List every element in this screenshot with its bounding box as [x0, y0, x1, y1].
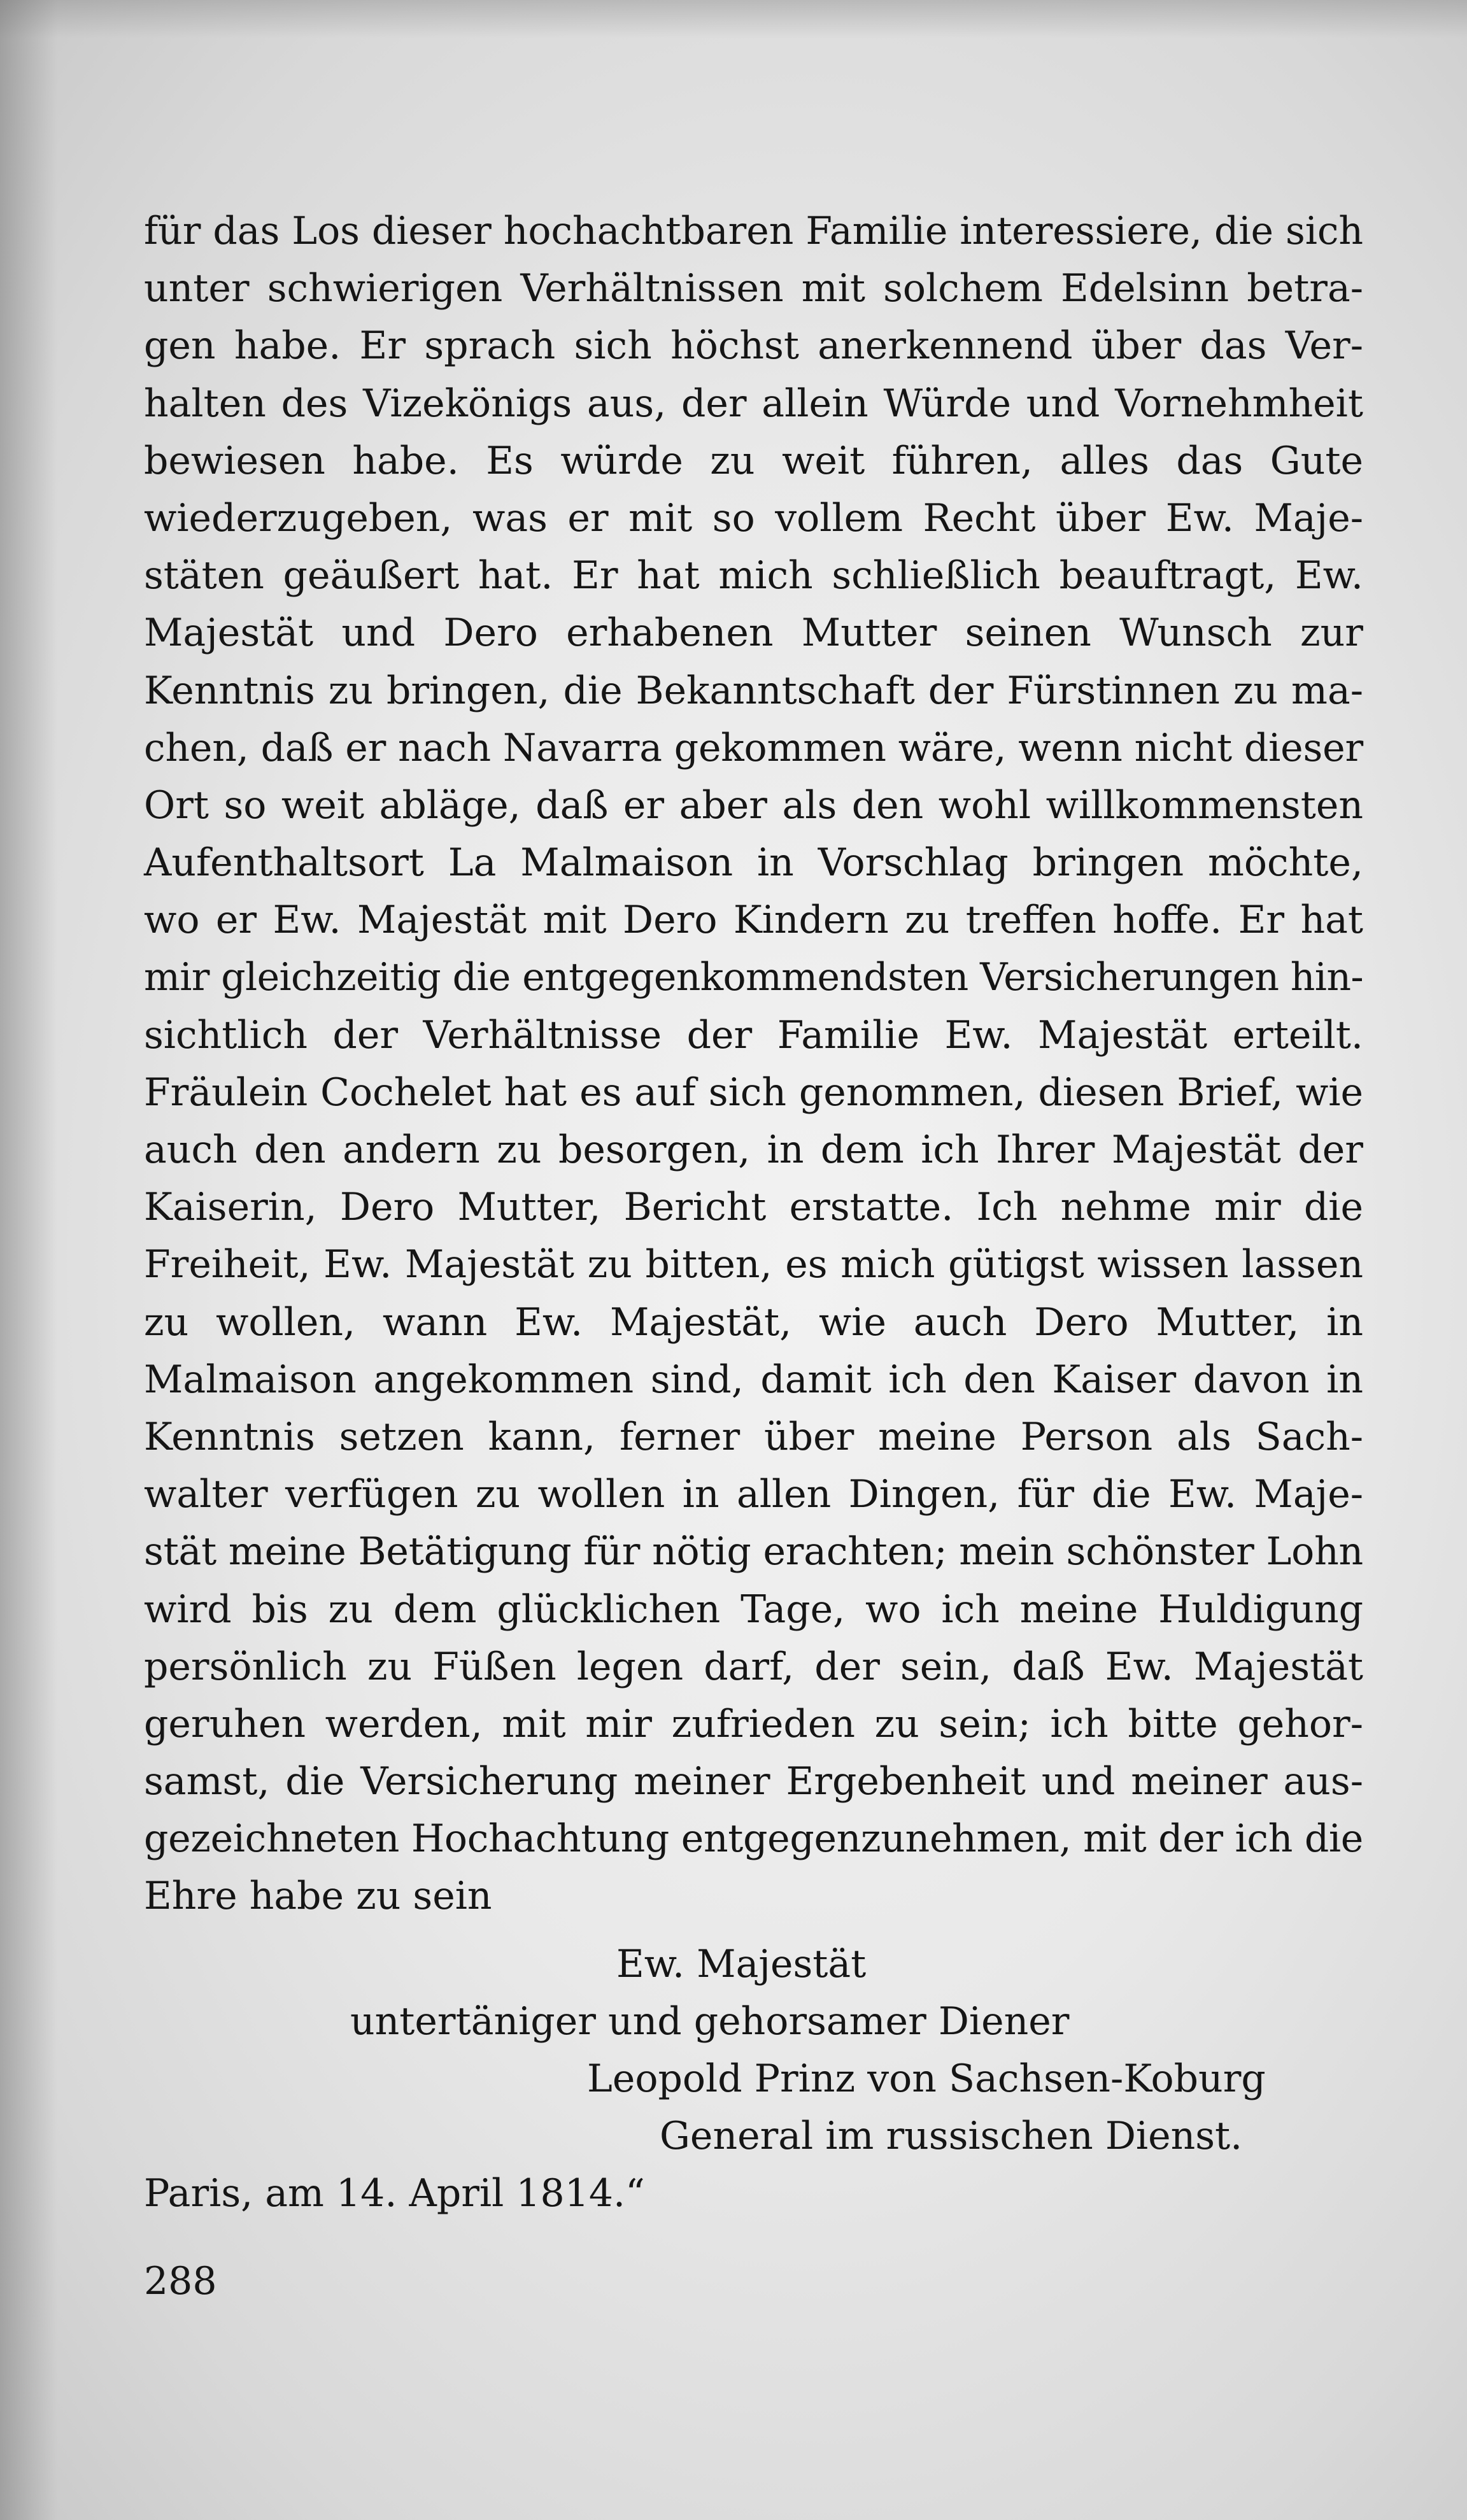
text-line: persönlich zu Füßen legen darf, der sein, daß Ew. Majestät — [144, 1644, 1363, 1689]
text-line: gezeichneten Hochachtung entgegenzunehmen, mit der ich die — [144, 1816, 1363, 1862]
closing-servant-line: untertäniger und gehorsamer Diener — [350, 1999, 1070, 2044]
text-line: Malmaison angekommen sind, damit ich den Kaiser davon in — [144, 1357, 1363, 1402]
text-line: mir gleichzeitig die entgegenkommendsten Versicherungen hin- — [144, 955, 1363, 1000]
text-line: Majestät und Dero erhabenen Mutter seinen Wunsch zur — [144, 611, 1363, 656]
text-line: geruhen werden, mit mir zufrieden zu sein; ich bitte gehor- — [144, 1701, 1363, 1746]
text-line: wird bis zu dem glücklichen Tage, wo ich meine Huldigung — [144, 1587, 1363, 1632]
text-line: Ehre habe zu sein — [144, 1874, 492, 1919]
text-line: Fräulein Cochelet hat es auf sich genommen, diesen Brief, wie — [144, 1070, 1363, 1115]
signature-rank: General im russischen Dienst. — [660, 2114, 1243, 2158]
text-line: stät meine Betätigung für nötig erachten; mein schönster Lohn — [144, 1529, 1363, 1575]
text-line: Ort so weit abläge, daß er aber als den wohl willkommensten — [144, 782, 1363, 828]
text-line: samst, die Versicherung meiner Ergebenheit und meiner aus- — [144, 1759, 1363, 1804]
text-line: halten des Vizekönigs aus, der allein Würde und Vornehmheit — [144, 381, 1363, 426]
letter-dateline: Paris, am 14. April 1814.“ — [144, 2171, 645, 2216]
text-line: Aufenthaltsort La Malmaison in Vorschlag bringen möchte, — [144, 840, 1363, 886]
text-line: Freiheit, Ew. Majestät zu bitten, es mich gütigst wissen lassen — [144, 1242, 1363, 1287]
text-line: walter verfügen zu wollen in allen Dingen, für die Ew. Maje- — [144, 1472, 1363, 1517]
signature-name: Leopold Prinz von Sachsen-Koburg — [587, 2056, 1266, 2101]
text-line: wo er Ew. Majestät mit Dero Kindern zu treffen hoffe. Er hat — [144, 898, 1363, 943]
text-line: Kaiserin, Dero Mutter, Bericht erstatte. Ich nehme mir die — [144, 1185, 1363, 1230]
text-line: unter schwierigen Verhältnissen mit solchem Edelsinn betra- — [144, 266, 1363, 311]
text-line: Kenntnis zu bringen, die Bekanntschaft der Fürstinnen zu ma- — [144, 668, 1363, 713]
page-gutter-shadow — [0, 0, 57, 2520]
page-top-shadow — [0, 0, 1467, 38]
text-line: gen habe. Er sprach sich höchst anerkennend über das Ver- — [144, 323, 1363, 369]
letter-body — [144, 202, 1363, 1925]
text-line: stäten geäußert hat. Er hat mich schließlich beauftragt, Ew. — [144, 553, 1363, 598]
text-line: zu wollen, wann Ew. Majestät, wie auch Dero Mutter, in — [144, 1299, 1363, 1345]
text-line: chen, daß er nach Navarra gekommen wäre, wenn nicht dieser — [144, 725, 1364, 770]
text-line: sichtlich der Verhältnisse der Familie Ew. Majestät erteilt. — [144, 1012, 1363, 1058]
text-line: für das Los dieser hochachtbaren Familie interessiere, die sich — [144, 209, 1364, 253]
closing-salutation: Ew. Majestät — [616, 1942, 867, 1986]
text-line: bewiesen habe. Es würde zu weit führen, alles das Gute — [144, 438, 1363, 483]
page-number: 288 — [144, 2259, 217, 2304]
text-line: Kenntnis setzen kann, ferner über meine Person als Sach- — [144, 1414, 1363, 1459]
text-line: auch den andern zu besorgen, in dem ich Ihrer Majestät der — [144, 1128, 1363, 1172]
text-line: wiederzugeben, was er mit so vollem Recht über Ew. Maje- — [144, 495, 1363, 541]
